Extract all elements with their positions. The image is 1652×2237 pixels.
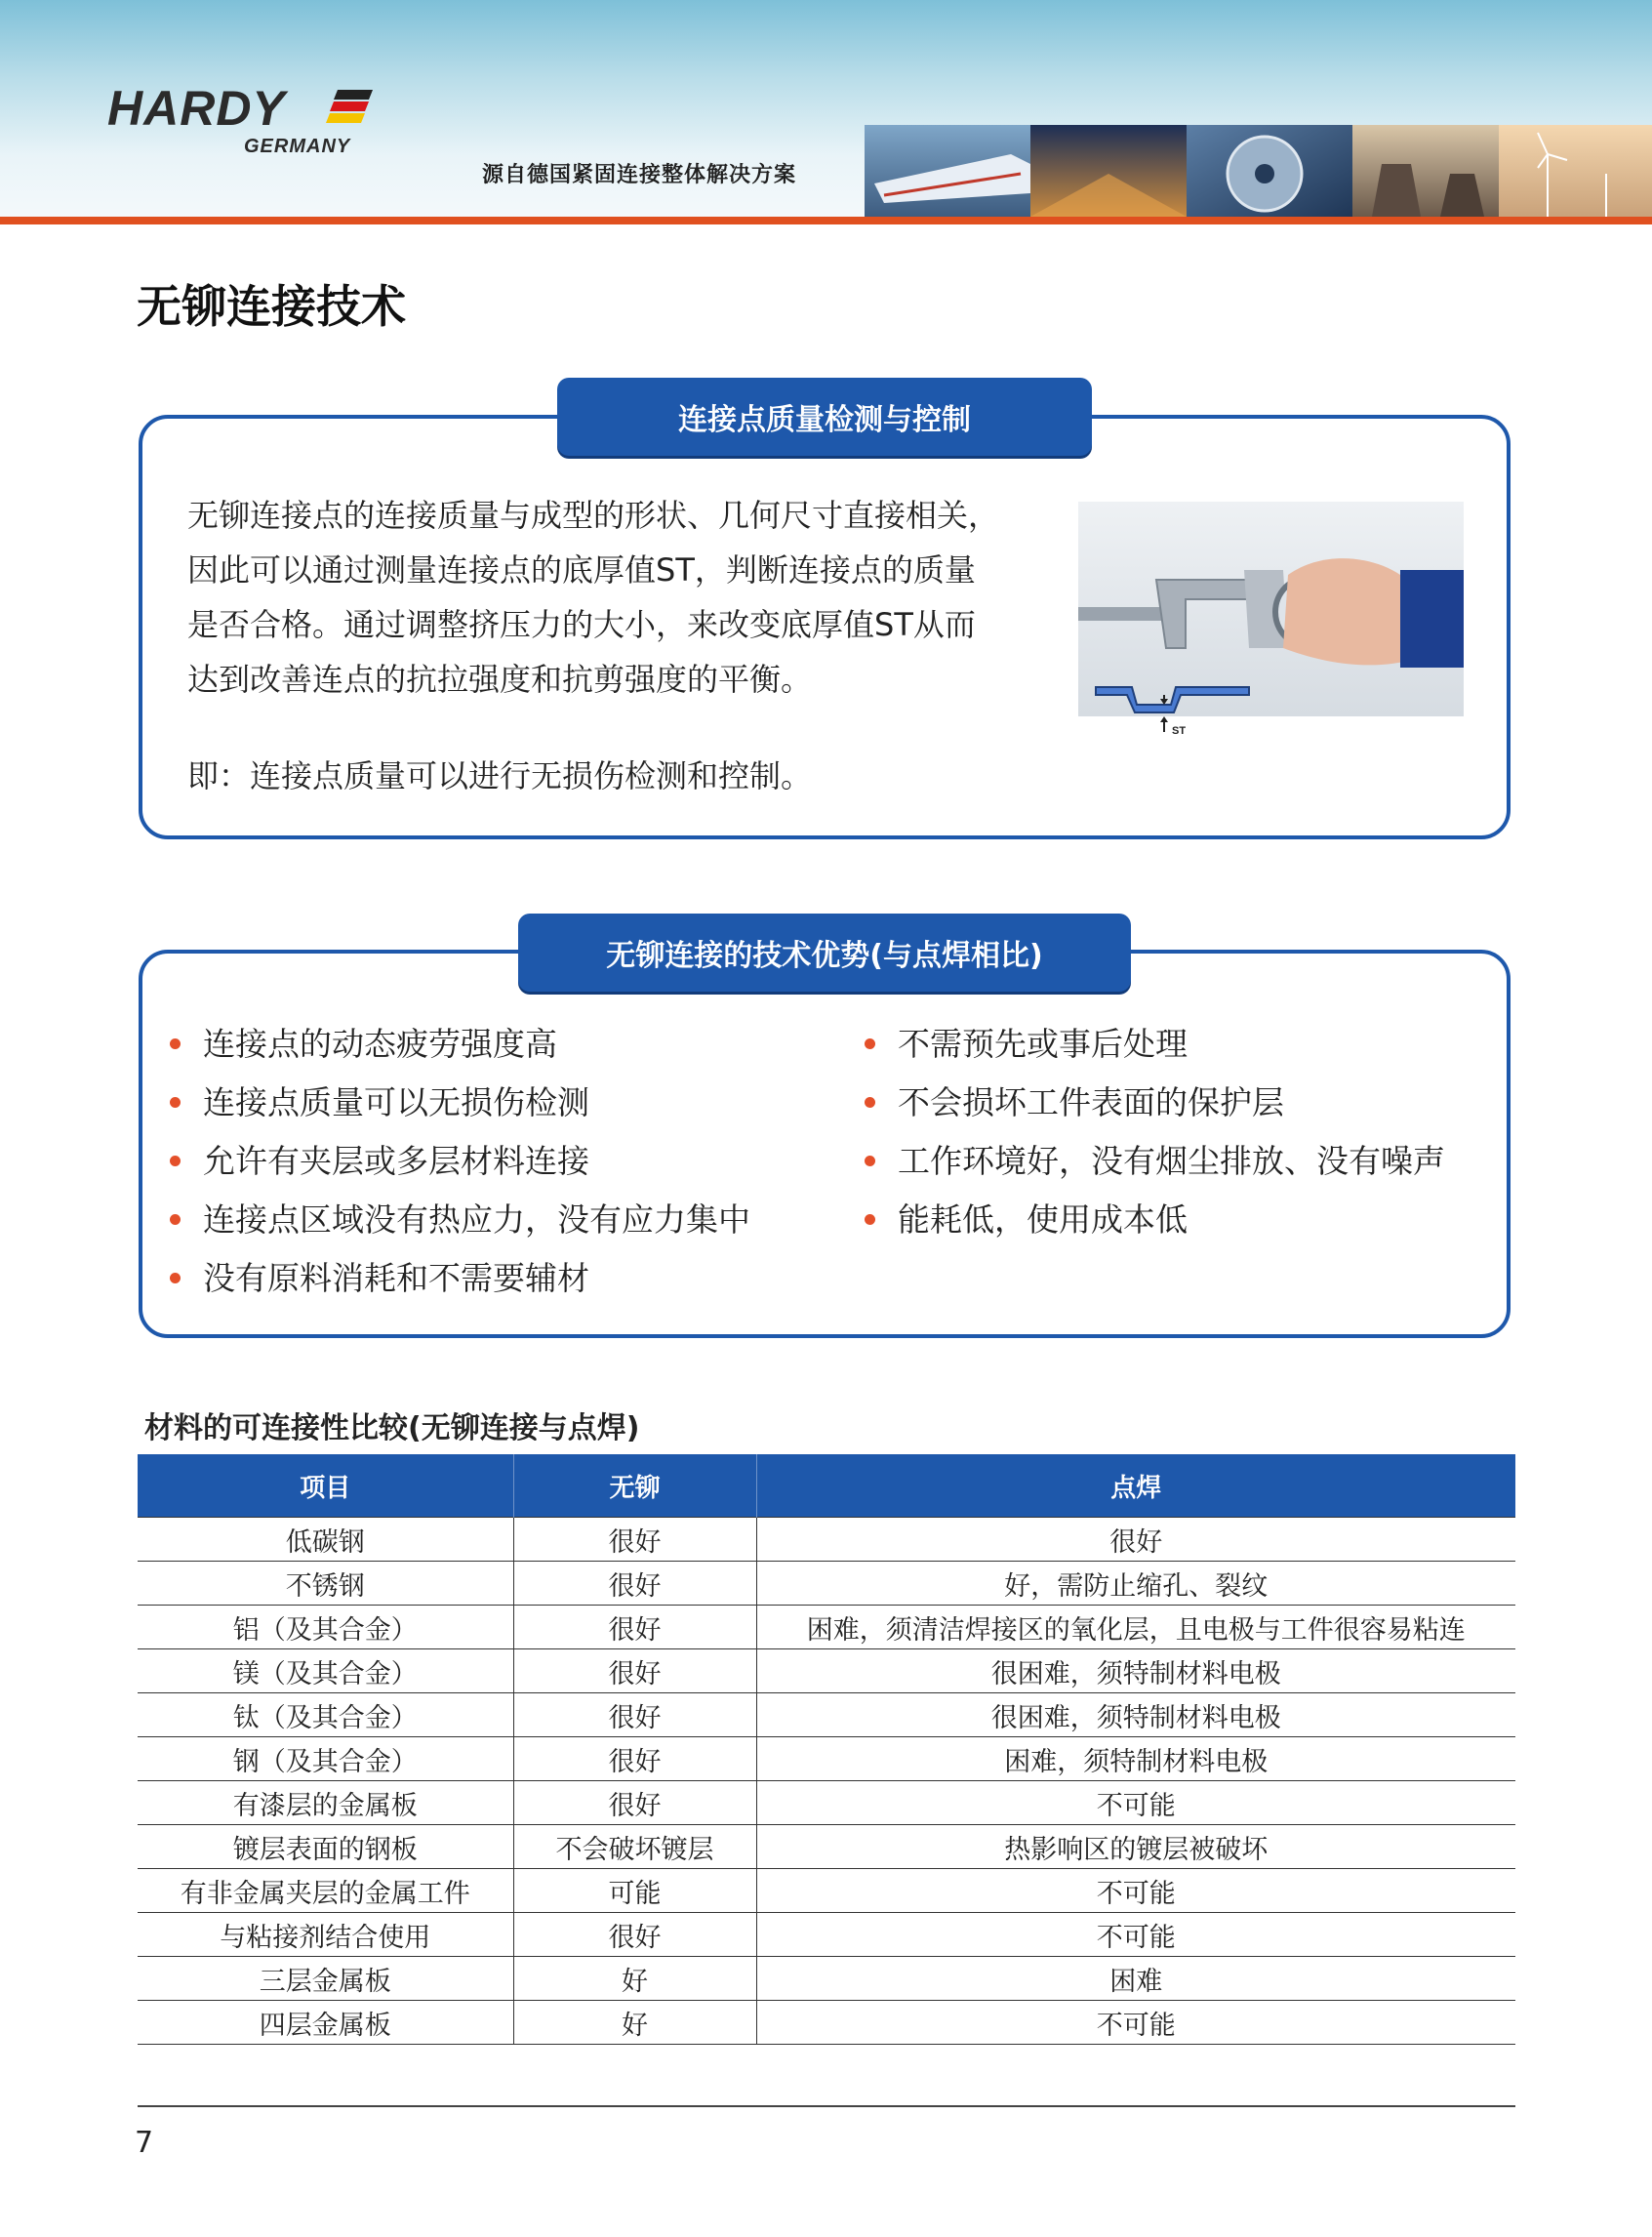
table-cell: 很好 (513, 1781, 756, 1825)
table-cell: 好 (513, 1957, 756, 2001)
header-photo-strip (865, 125, 1652, 217)
table-cell: 有非金属夹层的金属工件 (138, 1869, 513, 1913)
column-header-riveting: 无铆 (513, 1454, 756, 1518)
paragraph-line: 达到改善连点的抗拉强度和抗剪强度的平衡。 (187, 661, 813, 698)
table-cell: 很困难，须特制材料电极 (756, 1693, 1515, 1737)
table-header-row (138, 1454, 1515, 1518)
table-cell: 与粘接剂结合使用 (138, 1913, 513, 1957)
table-cell: 不锈钢 (138, 1562, 513, 1606)
table-row (138, 1606, 1515, 1649)
paragraph-line: 因此可以通过测量连接点的底厚值ST，判断连接点的质量 (187, 551, 976, 589)
page-number: 7 (135, 2126, 154, 2160)
table-row (138, 2001, 1515, 2045)
table-cell: 不可能 (756, 1913, 1515, 1957)
table-cell: 好 (513, 2001, 756, 2045)
table-cell: 困难，须特制材料电极 (756, 1737, 1515, 1781)
table-row (138, 1957, 1515, 2001)
table-cell: 很好 (513, 1913, 756, 1957)
table-cell: 钢（及其合金） (138, 1737, 513, 1781)
table-cell: 不可能 (756, 1869, 1515, 1913)
table-cell: 镀层表面的钢板 (138, 1825, 513, 1869)
list-item: 不会损坏工件表面的保护层 (865, 1074, 1445, 1132)
table-row (138, 1913, 1515, 1957)
list-item: 没有原料消耗和不需要辅材 (170, 1249, 750, 1308)
header-tagline: 源自德国紧固连接整体解决方案 (482, 163, 797, 187)
table-row (138, 1781, 1515, 1825)
advantages-right-list (865, 1015, 1445, 1249)
table-cell: 很好 (513, 1693, 756, 1737)
list-item: 连接点的动态疲劳强度高 (170, 1015, 750, 1074)
list-item: 不需预先或事后处理 (865, 1015, 1445, 1074)
header-accent-strip (0, 217, 1652, 224)
list-item: 能耗低，使用成本低 (865, 1191, 1445, 1249)
column-header-item: 项目 (138, 1454, 513, 1518)
table-cell: 钛（及其合金） (138, 1693, 513, 1737)
table-row (138, 1518, 1515, 1562)
advantages-left-list (170, 1015, 750, 1308)
table-cell: 不可能 (756, 1781, 1515, 1825)
svg-text:ST: ST (1172, 725, 1187, 737)
quality-control-label: 连接点质量检测与控制 (557, 378, 1092, 456)
table-row (138, 1562, 1515, 1606)
table-cell: 很好 (513, 1518, 756, 1562)
table-cell: 好，需防止缩孔、裂纹 (756, 1562, 1515, 1606)
table-cell: 有漆层的金属板 (138, 1781, 513, 1825)
table-cell: 很好 (513, 1606, 756, 1649)
svg-text:HARDY: HARDY (107, 82, 286, 136)
list-item: 允许有夹层或多层材料连接 (170, 1132, 750, 1191)
footer-divider (138, 2105, 1515, 2107)
table-cell: 很困难，须特制材料电极 (756, 1649, 1515, 1693)
table-cell: 三层金属板 (138, 1957, 513, 2001)
table-cell: 不会破坏镀层 (513, 1825, 756, 1869)
table-cell: 可能 (513, 1869, 756, 1913)
comparison-table (138, 1454, 1515, 2045)
table-cell: 很好 (513, 1737, 756, 1781)
table-cell: 低碳钢 (138, 1518, 513, 1562)
table-cell: 困难 (756, 1957, 1515, 2001)
table-row (138, 1693, 1515, 1737)
table-row (138, 1737, 1515, 1781)
table-row (138, 1825, 1515, 1869)
advantages-label: 无铆连接的技术优势(与点焊相比) (518, 914, 1131, 992)
caliper-measurement-figure (1078, 502, 1464, 746)
table-cell: 四层金属板 (138, 2001, 513, 2045)
paragraph-line: 无铆连接点的连接质量与成型的形状、几何尺寸直接相关， (187, 497, 1000, 534)
table-cell: 很好 (513, 1649, 756, 1693)
svg-text:GERMANY: GERMANY (244, 136, 351, 157)
table-cell: 镁（及其合金） (138, 1649, 513, 1693)
column-header-spot-welding: 点焊 (756, 1454, 1515, 1518)
table-cell: 铝（及其合金） (138, 1606, 513, 1649)
list-item: 工作环境好，没有烟尘排放、没有噪声 (865, 1132, 1445, 1191)
list-item: 连接点质量可以无损伤检测 (170, 1074, 750, 1132)
paragraph-line: 是否合格。通过调整挤压力的大小，来改变底厚值ST从而 (187, 606, 976, 643)
table-cell: 很好 (756, 1518, 1515, 1562)
table-cell: 热影响区的镀层被破坏 (756, 1825, 1515, 1869)
page-title: 无铆连接技术 (137, 280, 406, 333)
table-row (138, 1649, 1515, 1693)
quality-control-note: 即：连接点质量可以进行无损伤检测和控制。 (187, 757, 813, 794)
table-cell: 不可能 (756, 2001, 1515, 2045)
comparison-table-title: 材料的可连接性比较(无铆连接与点焊) (144, 1411, 640, 1445)
list-item: 连接点区域没有热应力，没有应力集中 (170, 1191, 750, 1249)
table-cell: 困难，须清洁焊接区的氧化层，且电极与工件很容易粘连 (756, 1606, 1515, 1649)
hardy-logo (107, 82, 381, 160)
table-row (138, 1869, 1515, 1913)
quality-control-paragraph (187, 488, 999, 707)
table-cell: 很好 (513, 1562, 756, 1606)
